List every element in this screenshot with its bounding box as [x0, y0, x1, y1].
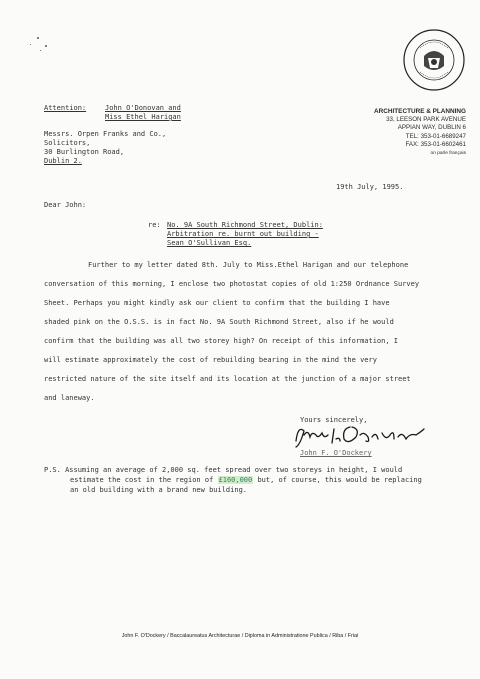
letterhead-line: FAX: 353-01-6602461 — [405, 141, 466, 149]
highlighted-amount: £160,000 — [218, 476, 253, 484]
attention-name: Miss Ethel Harigan — [105, 113, 181, 121]
ps-line: an old building with a brand new building. — [70, 486, 248, 494]
ps-text: estimate the cost in the region of — [70, 476, 218, 484]
body-line: Sheet. Perhaps you might kindly ask our client to confirm that the building I have — [44, 299, 390, 307]
ps-line — [70, 476, 422, 485]
recipient-line: Messrs. Orpen Franks and Co., — [44, 130, 167, 138]
recipient-line: 30 Burlington Road, — [44, 148, 125, 156]
institute-seal-logo — [402, 28, 466, 92]
body-line: and laneway. — [44, 394, 95, 402]
recipient-line: Dublin 2. — [44, 157, 82, 165]
letterhead-line: APPIAN WAY, DUBLIN 6 — [397, 124, 466, 132]
salutation: Dear John: — [44, 201, 87, 209]
attention-label: Attention: — [44, 104, 87, 112]
handwritten-signature — [290, 421, 430, 451]
letterhead-line: ARCHITECTURE & PLANNING — [374, 108, 466, 115]
body-line: confirm that the building was all two storey high? On receipt of this information, I — [44, 337, 399, 345]
letterhead-line: on parle français — [430, 150, 466, 156]
reference-line: Sean O'Sullivan Esq. — [167, 239, 252, 247]
attention-name: John O'Donovan and — [105, 104, 181, 112]
letterhead-line: TEL: 353-01-6689247 — [405, 132, 466, 140]
reference-line: Arbitration re. burnt out building - — [167, 230, 319, 238]
letterhead-address — [344, 108, 466, 157]
body-line: conversation of this morning, I enclose two photostat copies of old 1:250 Ordnance Survey — [44, 280, 420, 288]
reference-prefix: re: — [148, 221, 161, 229]
body-line: shaded pink on the O.S.S. is in fact No. 9A South Richmond Street, also if he would — [44, 318, 394, 326]
attention-block — [44, 104, 86, 113]
body-paragraph — [44, 256, 464, 408]
letter-date: 19th July, 1995. — [336, 183, 404, 191]
body-line: Further to my letter dated 8th. July to Miss.Ethel Harigan and our telephone — [88, 261, 409, 269]
ps-line: P.S. Assuming an average of 2,000 sq. feet spread over two storeys in height, I would — [44, 466, 403, 474]
closing: Yours sincerely, — [300, 416, 368, 424]
recipient-line: Solicitors, — [44, 139, 91, 147]
typed-signature: John F. O'Dockery — [300, 449, 372, 457]
body-line: will estimate approximately the cost of rebuilding bearing in the mind the very — [44, 356, 377, 364]
body-line: restricted nature of the site itself and its location at the junction of a major street — [44, 375, 411, 383]
reference-line: No. 9A South Richmond Street, Dublin: — [167, 221, 323, 229]
ps-text: but, of course, this would be replacing — [253, 476, 422, 484]
letterhead-line: 33, LEESON PARK AVENUE — [386, 116, 466, 123]
footer-credentials: John F. O'Dockery / Baccalaureatus Architecturae / Diploma in Administratione Publica / Riba / Friai — [121, 633, 359, 639]
